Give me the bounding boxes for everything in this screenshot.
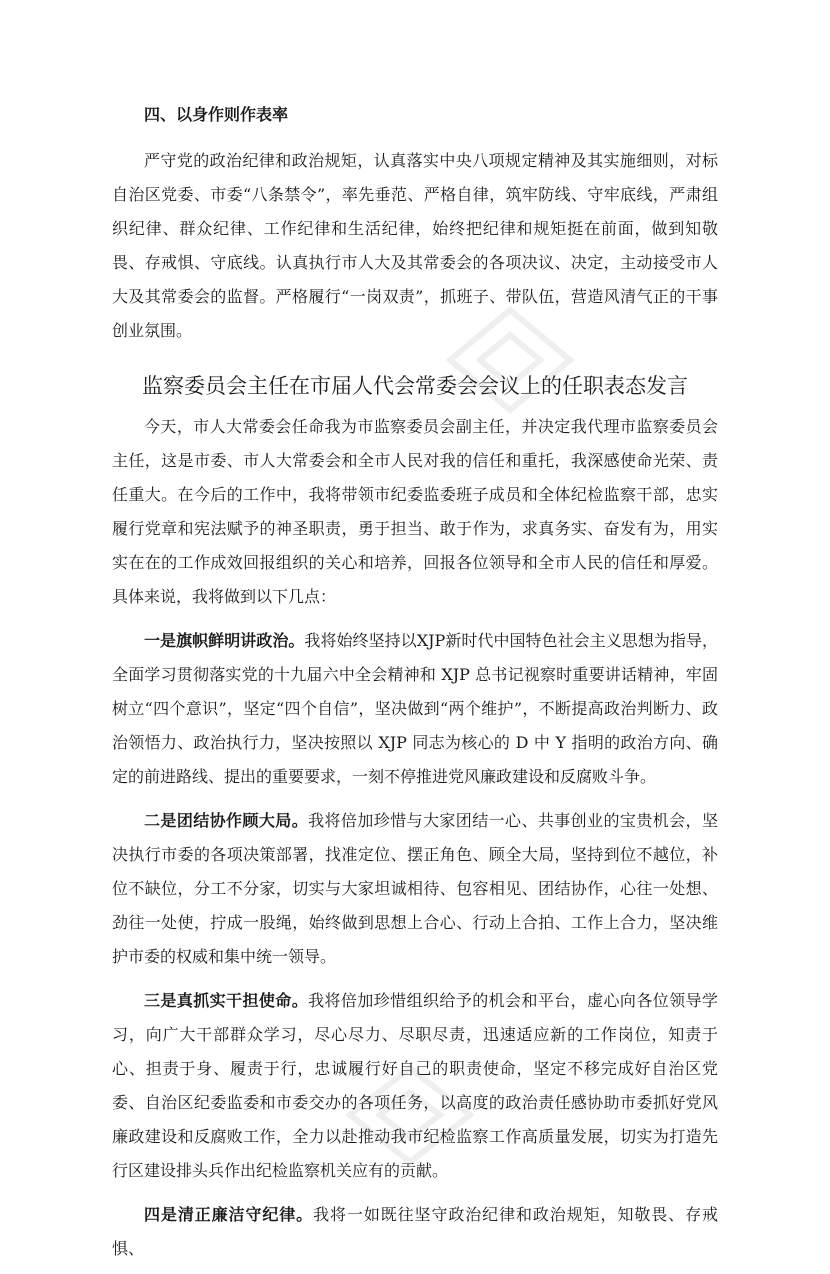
speech-item-1	[112, 624, 718, 794]
speech-item-text: 我将始终坚持以XJP新时代中国特色社会主义思想为指导，全面学习贯彻落实党的十九届六中全会精神和 XJP 总书记视察时重要讲话精神，牢固树立“四个意识”，坚定“四个自信”，坚决做到“两个维护”，不断提高政治判断力、政治领悟力、政治执行力，坚决按照以 XJP 同志为核心的 D 中 Y 指明的政治方向、确定的前进路线、提出的重要要求，一刻不停推进党风廉政建设和反腐败斗争。	[112, 631, 718, 786]
section-paragraph: 严守党的政治纪律和政治规矩，认真落实中央八项规定精神及其实施细则，对标自治区党委、市委“八条禁令”，率先垂范、严格自律，筑牢防线、守牢底线，严肃组织纪律、群众纪律、工作纪律和生活纪律，始终把纪律和规矩挺在前面，做到知敬畏、存戒惧、守底线。认真执行市人大及其常委会的各项决议、决定，主动接受市人大及其常委会的监督。严格履行“一岗双责”，抓班子、带队伍，营造风清气正的干事创业氛围。	[112, 151, 718, 340]
speech-item-2	[112, 804, 718, 974]
speech-item-4	[112, 1198, 718, 1266]
speech-item-lead: 四是清正廉洁守纪律。	[144, 1205, 314, 1224]
speech-item-text: 我将倍加珍惜与大家团结一心、共事创业的宝贵机会，坚决执行市委的各项决策部署，找准定位、摆正角色、顾全大局，坚持到位不越位，补位不缺位，分工不分家，切实与大家坦诚相待、包容相见、团结协作，心往一处想、劲往一处使，拧成一股绳，始终做到思想上合心、行动上合拍、工作上合力，坚决维护市委的权威和集中统一领导。	[112, 811, 718, 966]
speech-item-lead: 二是团结协作顾大局。	[144, 811, 309, 830]
speech-item-lead: 一是旗帜鲜明讲政治。	[144, 631, 305, 650]
speech-item-text: 我将倍加珍惜组织给予的机会和平台，虚心向各位领导学习，向广大干部群众学习，尽心尽力、尽职尽责，迅速适应新的工作岗位，知责于心、担责于身、履责于行，忠诚履行好自己的职责使命，坚定不移完成好自治区党委、自治区纪委监委和市委交办的各项任务，以高度的政治责任感协助市委抓好党风廉政建设和反腐败工作，全力以赴推动我市纪检监察工作高质量发展，切实为打造先行区建设排头兵作出纪检监察机关应有的贡献。	[112, 991, 718, 1180]
speech-intro-paragraph: 今天，市人大常委会任命我为市监察委员会副主任，并决定我代理市监察委员会主任，这是市委、市人大常委会和全市人民对我的信任和重托，我深感使命光荣、责任重大。在今后的工作中，我将带领市纪委监委班子成员和全体纪检监察干部，忠实履行党章和宪法赋予的神圣职责，勇于担当、敢于作为，求真务实、奋发有为，用实实在在的工作成效回报组织的关心和培养，回报各位领导和全市人民的信任和厚爱。具体来说，我将做到以下几点：	[112, 417, 718, 606]
speech-item-3	[112, 984, 718, 1188]
section-heading: 四、以身作则作表率	[144, 105, 289, 124]
document-body	[112, 98, 718, 1274]
speech-item-lead: 三是真抓实干担使命。	[144, 991, 309, 1010]
speech-item-text: 我将一如既往坚守政治纪律和政治规矩，知敬畏、存戒惧、	[112, 1205, 718, 1258]
speech-title: 监察委员会主任在市届人代会常委会会议上的任职表态发言	[142, 374, 688, 398]
